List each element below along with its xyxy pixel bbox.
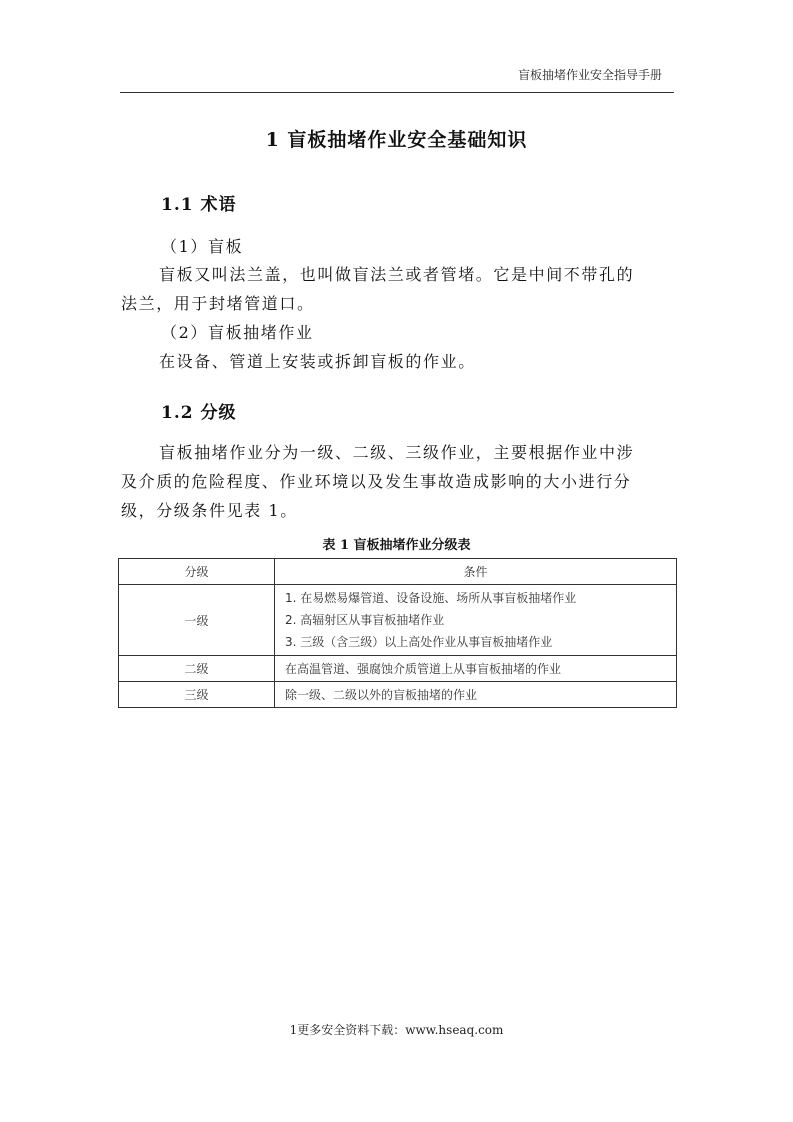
table-caption: 表 1 盲板抽堵作业分级表 xyxy=(322,538,471,553)
term2-title: （2）盲板抽堵作业 xyxy=(161,323,314,342)
grade-cell: 三级 xyxy=(119,682,275,708)
page-footer: 1更多安全资料下载：www.hseaq.com xyxy=(289,1023,504,1037)
grade-table xyxy=(118,558,677,708)
section-heading-grades: 1.2 分级 xyxy=(161,403,237,423)
condition-cell xyxy=(275,682,677,708)
table-row xyxy=(119,656,677,682)
table-row xyxy=(119,585,677,656)
header-divider xyxy=(120,92,674,93)
condition-cell xyxy=(275,585,677,656)
grade-cell: 一级 xyxy=(119,585,275,656)
condition-line: 3. 三级（含三级）以上高处作业从事盲板抽堵作业 xyxy=(285,635,553,649)
grade-cell: 二级 xyxy=(119,656,275,682)
table-row xyxy=(119,682,677,708)
condition-line: 2. 高辐射区从事盲板抽堵作业 xyxy=(285,613,445,627)
condition-line: 在高温管道、强腐蚀介质管道上从事盲板抽堵的作业 xyxy=(285,661,562,676)
grades-paragraph-line2: 及介质的危险程度、作业环境以及发生事故造成影响的大小进行分 xyxy=(121,472,632,491)
header-condition: 条件 xyxy=(275,559,677,585)
condition-line: 1. 在易燃易爆管道、设备设施、场所从事盲板抽堵作业 xyxy=(285,591,577,605)
chapter-title: 1 盲板抽堵作业安全基础知识 xyxy=(265,129,528,151)
table-header-row xyxy=(119,559,677,585)
term1-title: （1）盲板 xyxy=(161,237,244,256)
term2-definition: 在设备、管道上安装或拆卸盲板的作业。 xyxy=(159,352,476,371)
condition-line: 除一级、二级以外的盲板抽堵的作业 xyxy=(285,687,478,702)
condition-cell xyxy=(275,656,677,682)
header-grade: 分级 xyxy=(119,559,275,585)
grades-paragraph-line3: 级，分级条件见表 1。 xyxy=(121,501,298,520)
section-heading-terms: 1.1 术语 xyxy=(161,195,237,215)
grades-paragraph-line1: 盲板抽堵作业分为一级、二级、三级作业，主要根据作业中涉 xyxy=(159,443,635,462)
term1-definition-line2: 法兰，用于封堵管道口。 xyxy=(121,294,315,313)
running-header: 盲板抽堵作业安全指导手册 xyxy=(517,68,662,82)
term1-definition-line1: 盲板又叫法兰盖，也叫做盲法兰或者管堵。它是中间不带孔的 xyxy=(159,265,635,284)
